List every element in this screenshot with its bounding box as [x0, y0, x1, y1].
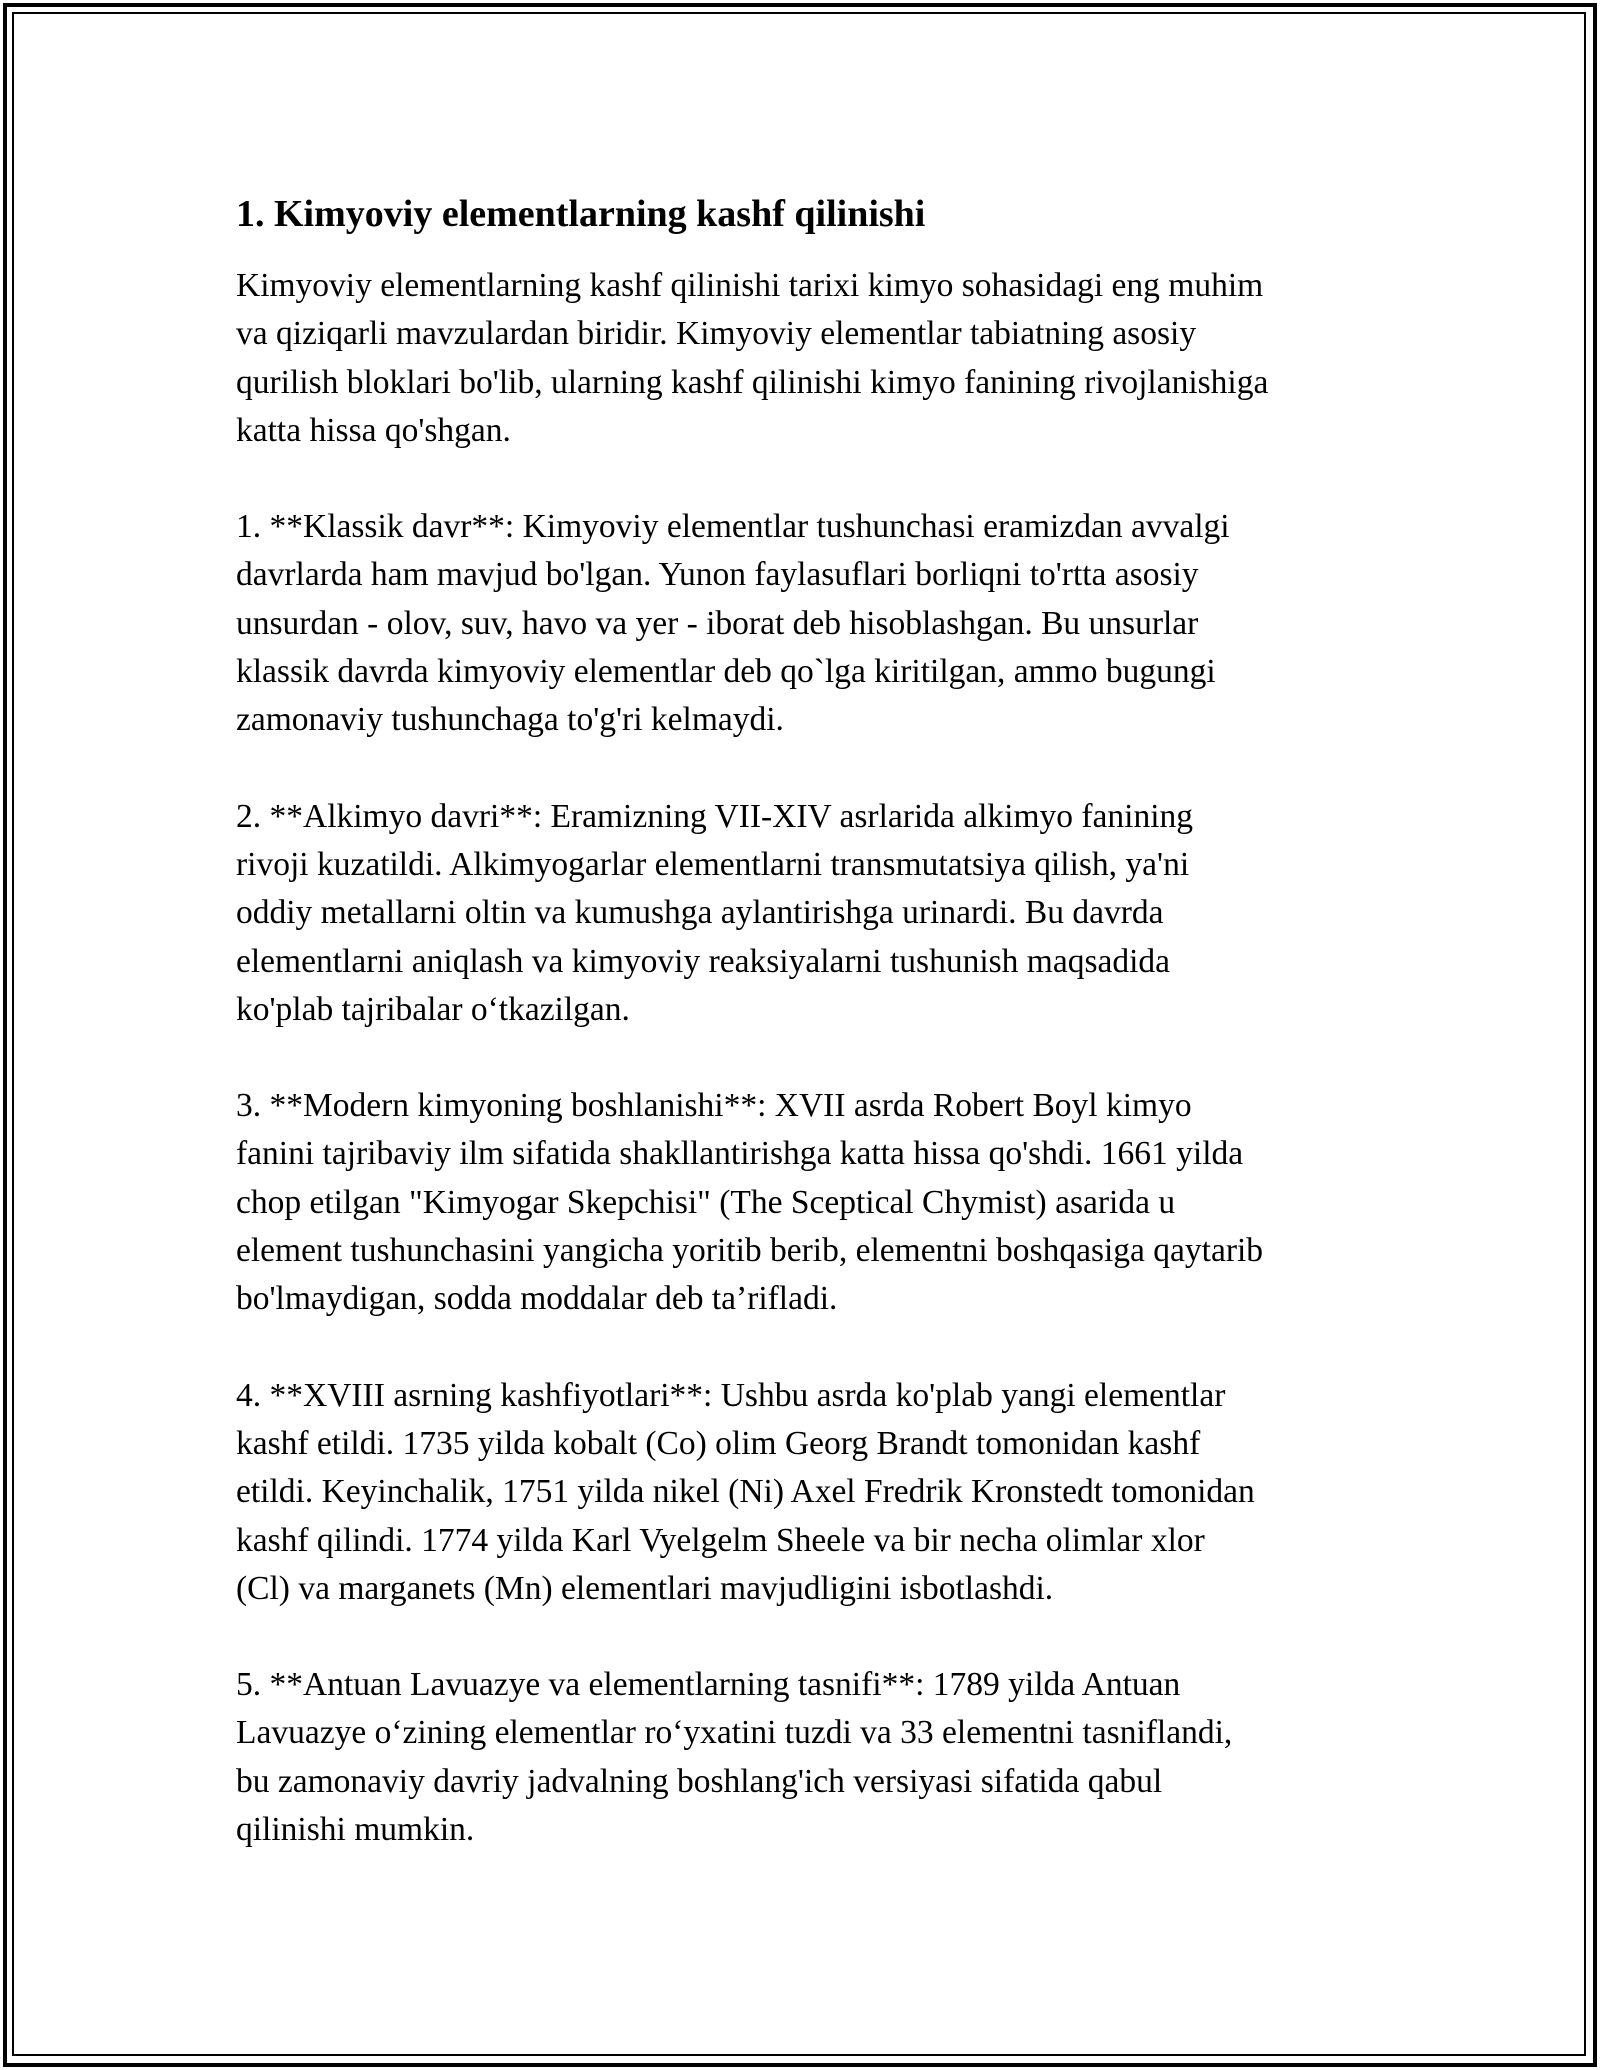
section-alchemy-period: 2. **Alkimyo davri**: Eramizning VII-XIV asrlarida alkimyo fanining rivoji kuzatildi. Alkimyogarlar elementlarni transmutatsiya qilish, ya'ni oddiy metallarni oltin va kumushga aylantirishga urinardi. Bu davrda elementlarni aniqlash va kimyoviy reaksiyalarni tushunish maqsadida ko'plab tajribalar o‘tkazilgan. — [236, 797, 1194, 1028]
document-body — [236, 186, 1376, 1854]
section-modern-chemistry: 3. **Modern kimyoning boshlanishi**: XVII asrda Robert Boyl kimyo fanini tajribaviy ilm sifatida shakllantirishga katta hissa qo'shdi. 1661 yilda chop etilgan "Kimyogar Skepchisi" (The Sceptical Chymist) asarida u element tushunchasini yangicha yoritib berib, elementni boshqasiga qaytarib bo'lmaydigan, sodda moddalar deb ta’rifladi. — [236, 1087, 1264, 1318]
section-18th-century-discoveries: 4. **XVIII asrning kashfiyotlari**: Ushbu asrda ko'plab yangi elementlar kashf etildi. 1735 yilda kobalt (Co) olim Georg Brandt tomonidan kashf etildi. Keyinchalik, 1751 yilda nikel (Ni) Axel Fredrik Kronstedt tomonidan kashf qilindi. 1774 yilda Karl Vyelgelm Sheele va bir necha olimlar xlor (Cl) va marganets (Mn) elementlari mavjudligini isbotlashdi. — [236, 1376, 1255, 1607]
intro-paragraph: Kimyoviy elementlarning kashf qilinishi tarixi kimyo sohasidagi eng muhim va qiziqarli mavzulardan biridir. Kimyoviy elementlar tabiatning asosiy qurilish bloklari bo'lib, ularning kashf qilinishi kimyo fanining rivojlanishiga katta hissa qo'shgan. — [236, 267, 1269, 449]
document-title: 1. Kimyoviy elementlarning kashf qilinishi — [236, 193, 926, 235]
section-classical-period: 1. **Klassik davr**: Kimyoviy elementlar tushunchasi eramizdan avvalgi davrlarda ham mavjud bo'lgan. Yunon faylasuflari borliqni to'rtta asosiy unsurdan - olov, suv, havo va yer - iborat deb hisoblashgan. Bu unsurlar klassik davrda kimyoviy elementlar deb qo`lga kiritilgan, ammo bugungi zamonaviy tushunchaga to'g'ri kelmaydi. — [236, 508, 1230, 739]
section-lavoisier-classification: 5. **Antuan Lavuazye va elementlarning tasnifi**: 1789 yilda Antuan Lavuazye o‘zining elementlar ro‘yxatini tuzdi va 33 elementni tasniflandi, bu zamonaviy davriy jadvalning boshlang'ich versiyasi sifatida qabul qilinishi mumkin. — [236, 1666, 1233, 1849]
